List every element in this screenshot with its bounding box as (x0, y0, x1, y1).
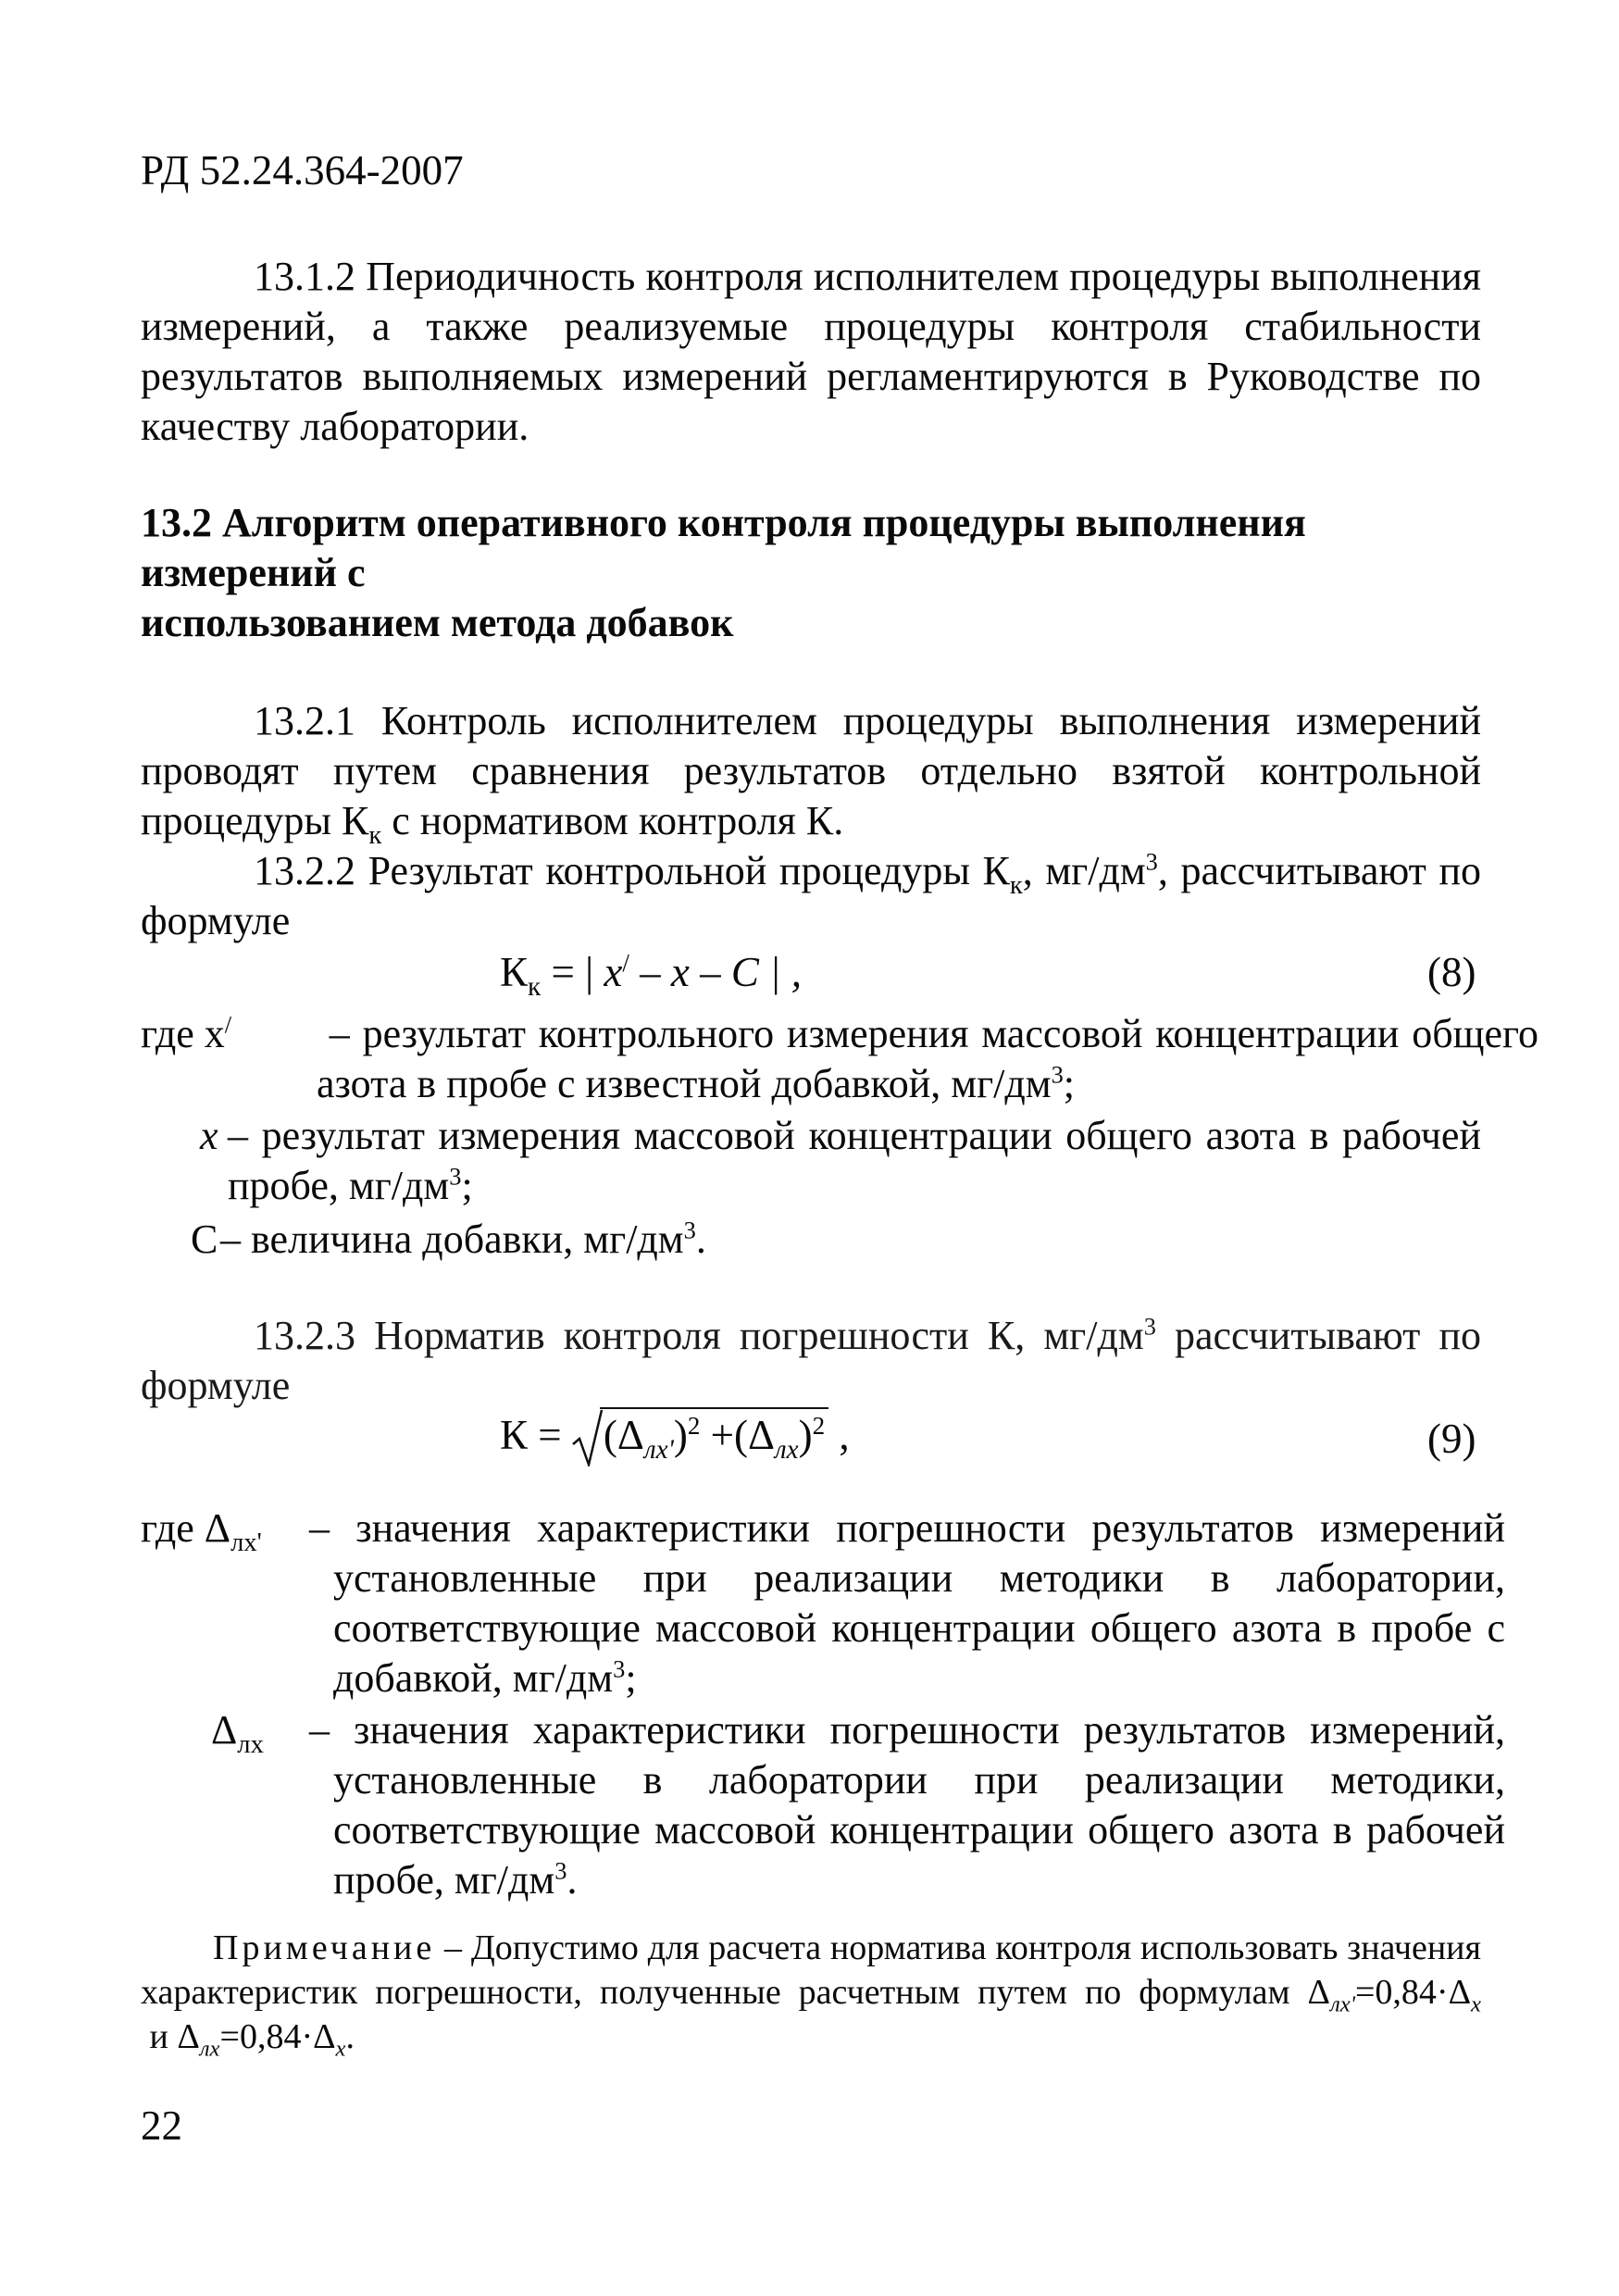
square-root: $(\Delta_{лх'})^2 +(\Delta_{лх})^2$ (572, 1407, 828, 1461)
formula-8: $К_к$ = | x/ – x – С | , (500, 949, 802, 1002)
note-paragraph: Примечание – Допустимо для расчета норматива контроля использовать значения характеристик погрешности, полученные расчетным путем по формулам $\Delta_{лх'}=0,84\cdot\Delta_х$ и $\Delta_{лх}=0,84\cdot\Delta_х$. (141, 1928, 1481, 2062)
equation-number-9: (9) (1427, 1416, 1476, 1462)
paragraph-13-1-2: 13.1.2 Периодичность контроля исполнителем процедуры выполнения измерений, а также реализуемые процедуры контроля стабильности результатов выполняемых измерений регламентируются в Руководстве по качеству лаборатории. (141, 254, 1481, 449)
radical-sign-icon (572, 1409, 604, 1466)
definition-delta-lx: $\Delta_{лх}$ – значения характеристики погрешности результатов измерений, установленные в лаборатории при реализации методики, соответствующие массовой концентрации общего азота в рабочей пробе, $мг/дм^3$. (211, 1707, 1505, 1903)
page-number: 22 (141, 2103, 182, 2149)
section-heading-line-2: использованием метода добавок (141, 600, 734, 645)
equation-number-8: (8) (1427, 949, 1476, 995)
definition-delta-lx-prime: где $\Delta_{лх'}$ – значения характеристики погрешности результатов измерений установленные при реализации методики в лаборатории, соответствующие массовой концентрации общего азота в пробе с добавкой, $мг/дм^3$; (141, 1505, 1505, 1701)
section-heading-line-1: 13.2 Алгоритм оперативного контроля процедуры выполнения измерений с (141, 500, 1306, 595)
paragraph-13-2-2: 13.2.2 Результат контрольной процедуры $К_к$, $мг/дм^3$, рассчитывают по формуле (141, 847, 1481, 943)
definition-x: x – результат измерения массовой концентрации общего азота в рабочей пробе, $мг/дм^3$; (200, 1113, 1481, 1208)
document-code-header: РД 52.24.364-2007 (141, 147, 464, 193)
definition-c: С – величина добавки, $мг/дм^3$. (191, 1216, 706, 1262)
formula-9: К = $(\Delta_{лх'})^2 +(\Delta_{лх})^2$ , (500, 1407, 850, 1461)
paragraph-13-2-3: 13.2.3 Норматив контроля погрешности К, $мг/дм^3$ рассчитывают по формуле (141, 1312, 1482, 1408)
section-heading-13-2 (141, 498, 1481, 648)
definition-x-prime: где x/ – результат контрольного измерения массовой концентрации общего азота в пробе с известной добавкой, $мг/дм^3$; (141, 1010, 1538, 1106)
paragraph-13-2-1: 13.2.1 Контроль исполнителем процедуры выполнения измерений проводят путем сравнения результатов отдельно взятой контрольной процедуры $К_к$ с нормативом контроля К. (141, 698, 1481, 850)
